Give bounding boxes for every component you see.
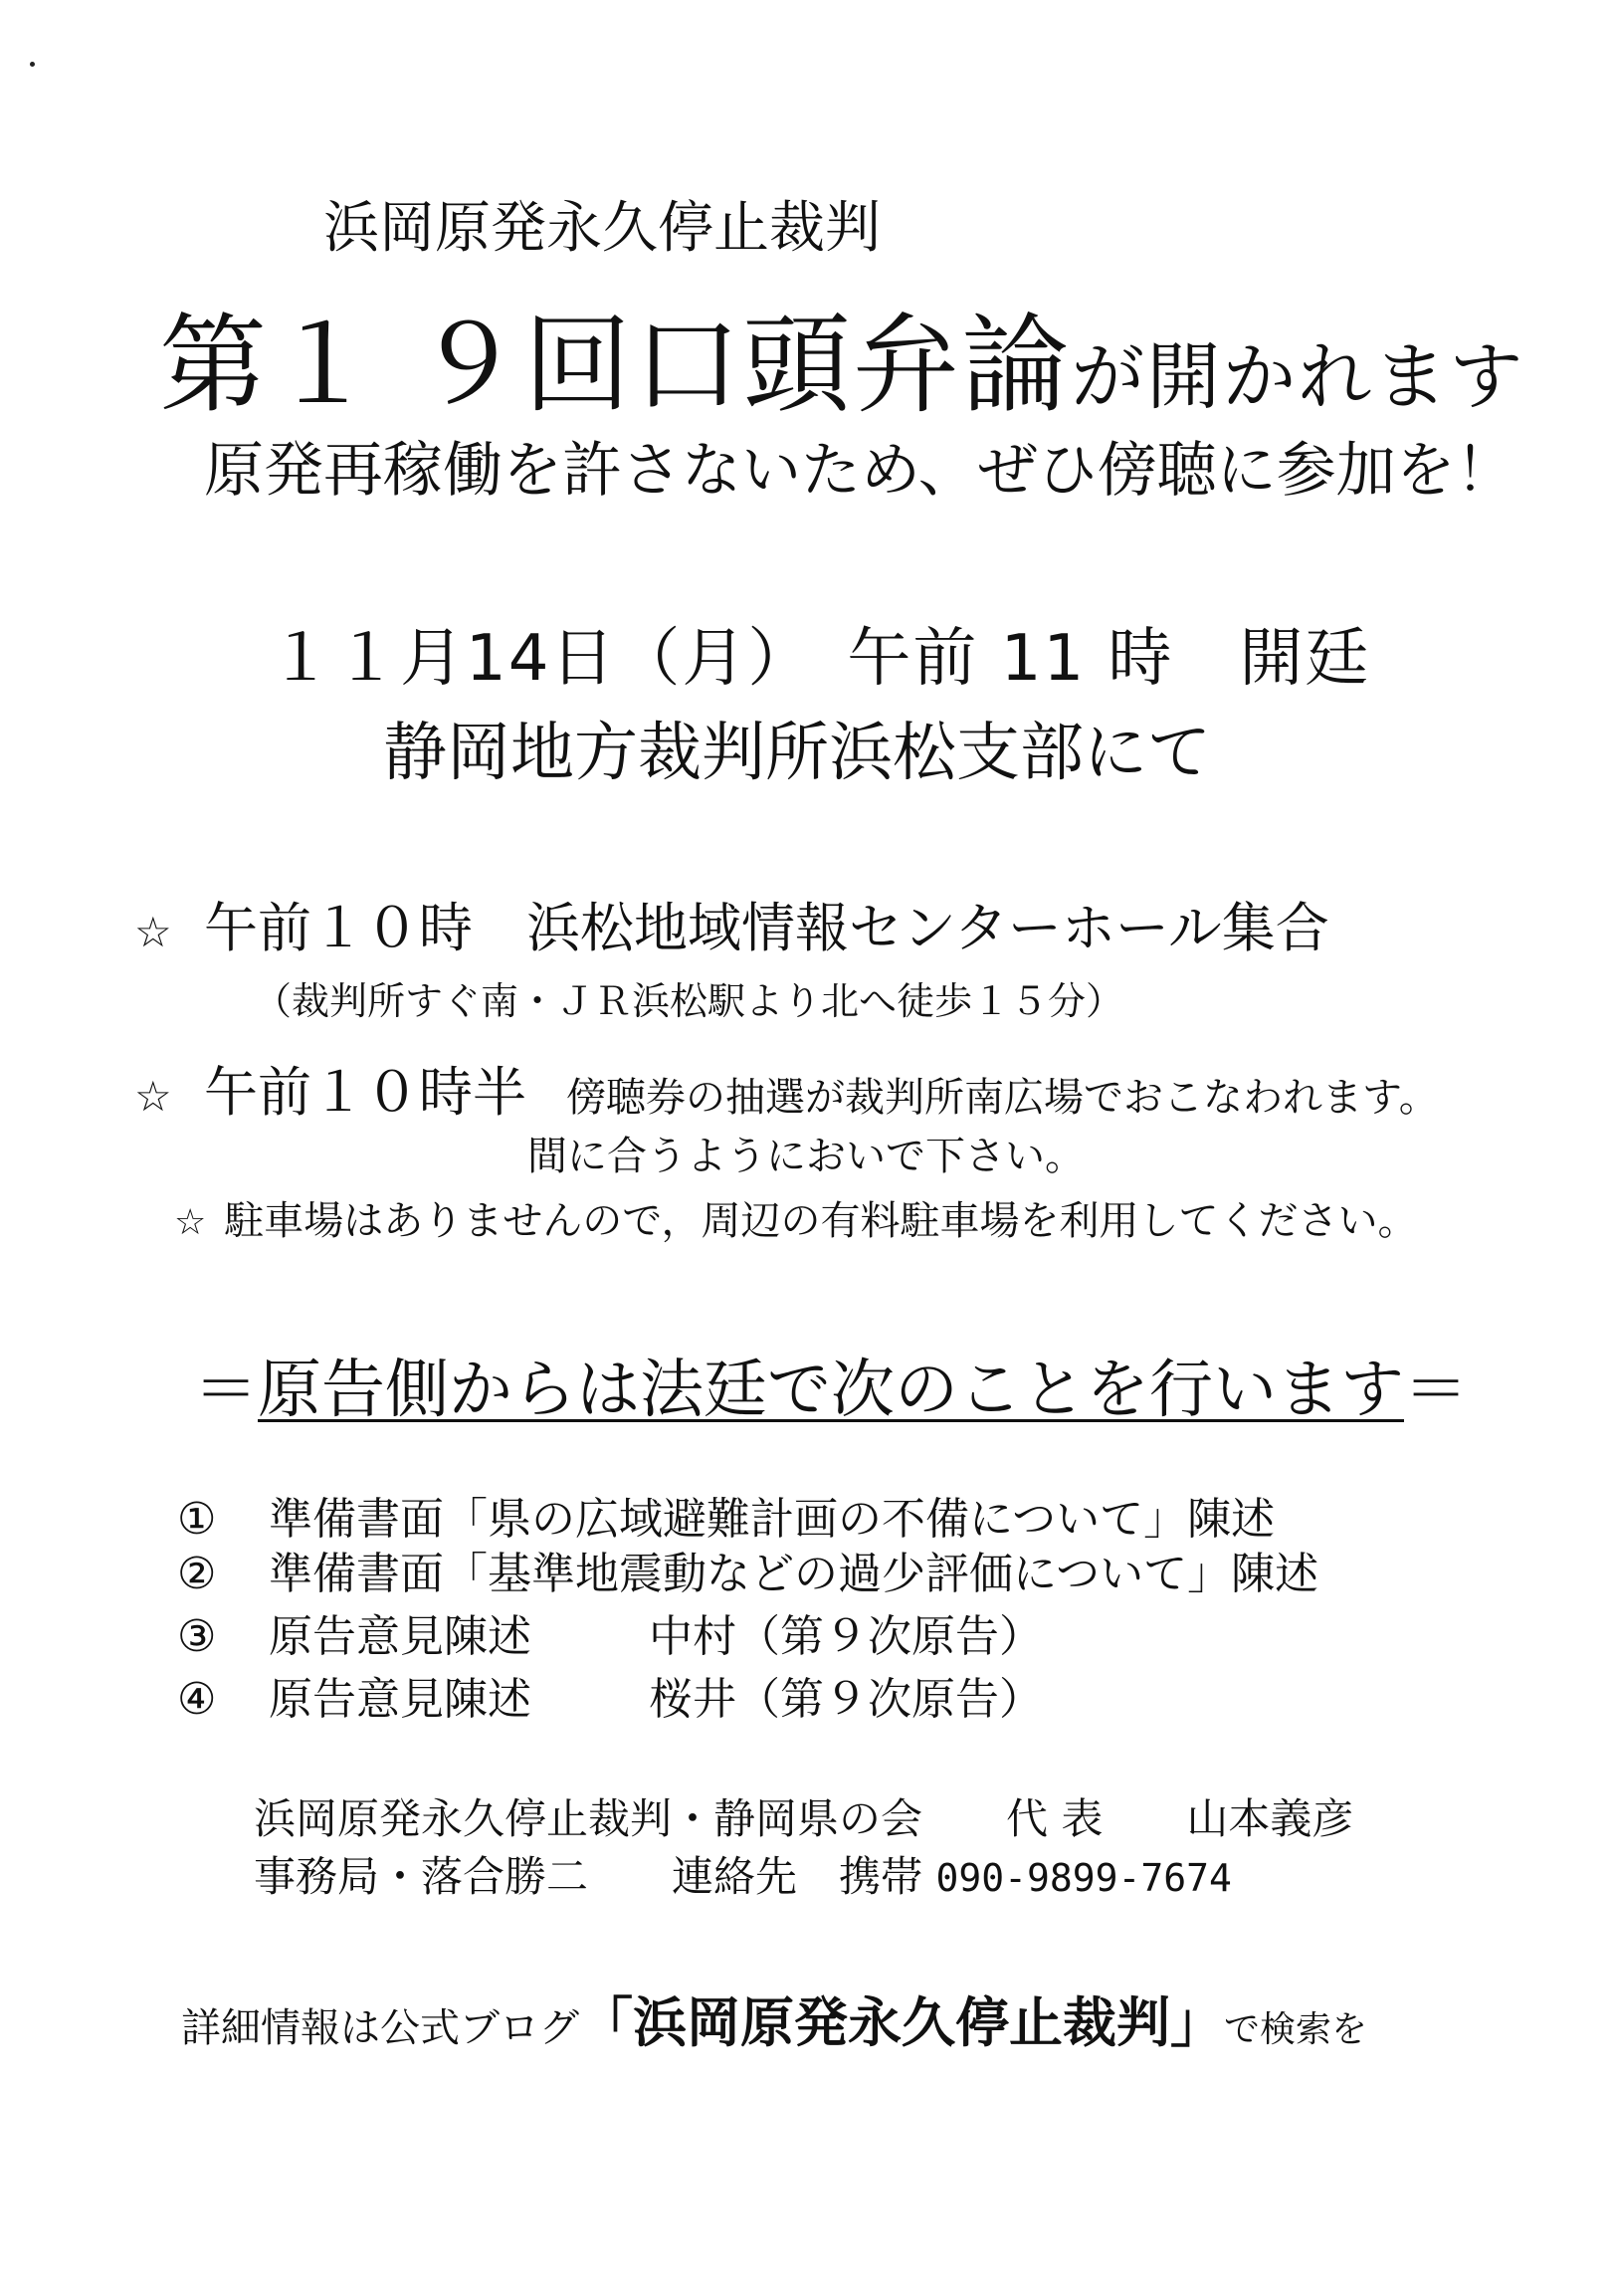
schedule-item-lottery <box>134 1050 1439 1127</box>
agenda-item <box>177 1600 1043 1664</box>
parking-note <box>174 1189 1417 1246</box>
section-heading-text: 原告側からは法廷で次のことを行います <box>258 1354 1404 1427</box>
phone-label: 携帯 <box>839 1852 923 1901</box>
blog-prefix: 詳細情報は公式ブログ <box>181 2005 579 2051</box>
main-heading <box>159 279 1524 433</box>
agenda-text: 準備書面「基準地震動などの過少評価について」陳述 <box>269 1549 1319 1599</box>
hearing-venue: 静岡地方裁判所浜松支部にて <box>383 717 1211 790</box>
section-heading-left: ＝ <box>194 1354 258 1427</box>
agenda-item <box>177 1538 1318 1601</box>
star-icon: ☆ <box>174 1202 207 1243</box>
agenda-number: ③ <box>177 1611 217 1662</box>
schedule-note: （裁判所すぐ南・ＪＲ浜松駅より北へ徒歩１５分） <box>254 979 1124 1023</box>
hearing-datetime: １１月14日（月） 午前 11 時 開廷 <box>269 622 1371 696</box>
parking-note-text: 駐車場はありませんので，周辺の有料駐車場を利用してください。 <box>224 1198 1418 1244</box>
schedule-note: 間に合うようにおいで下さい。 <box>527 1134 1085 1179</box>
scan-speck <box>30 62 35 67</box>
main-heading-suffix: が開かれます <box>1071 334 1525 420</box>
contact-line <box>254 1844 1232 1904</box>
blog-line <box>181 1981 1367 2057</box>
office-contact: 事務局・落合勝二 <box>254 1852 589 1901</box>
contact-label: 連絡先 <box>672 1852 798 1901</box>
representative-name: 山本義彦 <box>1186 1794 1354 1843</box>
agenda-text: 準備書面「県の広域避難計画の不備について」陳述 <box>269 1494 1276 1545</box>
schedule-item-gathering <box>134 886 1329 962</box>
schedule-description: 浜松地域情報センターホール集合 <box>526 897 1329 959</box>
schedule-time: 午前１０時半 <box>204 1061 526 1124</box>
phone-number: 090-9899-7674 <box>935 1856 1232 1900</box>
schedule-description: 傍聴券の抽選が裁判所南広場でおこなわれます。 <box>566 1075 1439 1121</box>
star-icon: ☆ <box>134 1072 172 1121</box>
case-title: 浜岡原発永久停止裁判 <box>323 196 881 261</box>
agenda-speaker: 桜井（第９次原告） <box>649 1674 1043 1725</box>
agenda-number: ④ <box>177 1674 217 1725</box>
agenda-number: ② <box>177 1549 217 1599</box>
section-heading-right: ＝ <box>1404 1354 1468 1427</box>
organization-line <box>254 1786 1353 1846</box>
agenda-text: 原告意見陳述 <box>269 1674 531 1725</box>
star-icon: ☆ <box>134 908 172 956</box>
section-heading <box>194 1339 1468 1430</box>
representative-label: 代 表 <box>1006 1794 1104 1843</box>
organization-name: 浜岡原発永久停止裁判・静岡県の会 <box>254 1794 923 1843</box>
main-heading-text: 第１ ９回口頭弁論 <box>159 304 1072 428</box>
agenda-number: ① <box>177 1494 217 1545</box>
agenda-text: 原告意見陳述 <box>269 1611 531 1662</box>
agenda-item <box>177 1663 1043 1727</box>
schedule-time: 午前１０時 <box>204 897 473 959</box>
call-to-action: 原発再稼働を許さないため、ぜひ傍聴に参加を！ <box>204 436 1515 506</box>
blog-suffix: で検索を <box>1224 2009 1368 2050</box>
blog-name: 「浜岡原発永久停止裁判」 <box>579 1991 1224 2054</box>
agenda-speaker: 中村（第９次原告） <box>649 1611 1043 1662</box>
